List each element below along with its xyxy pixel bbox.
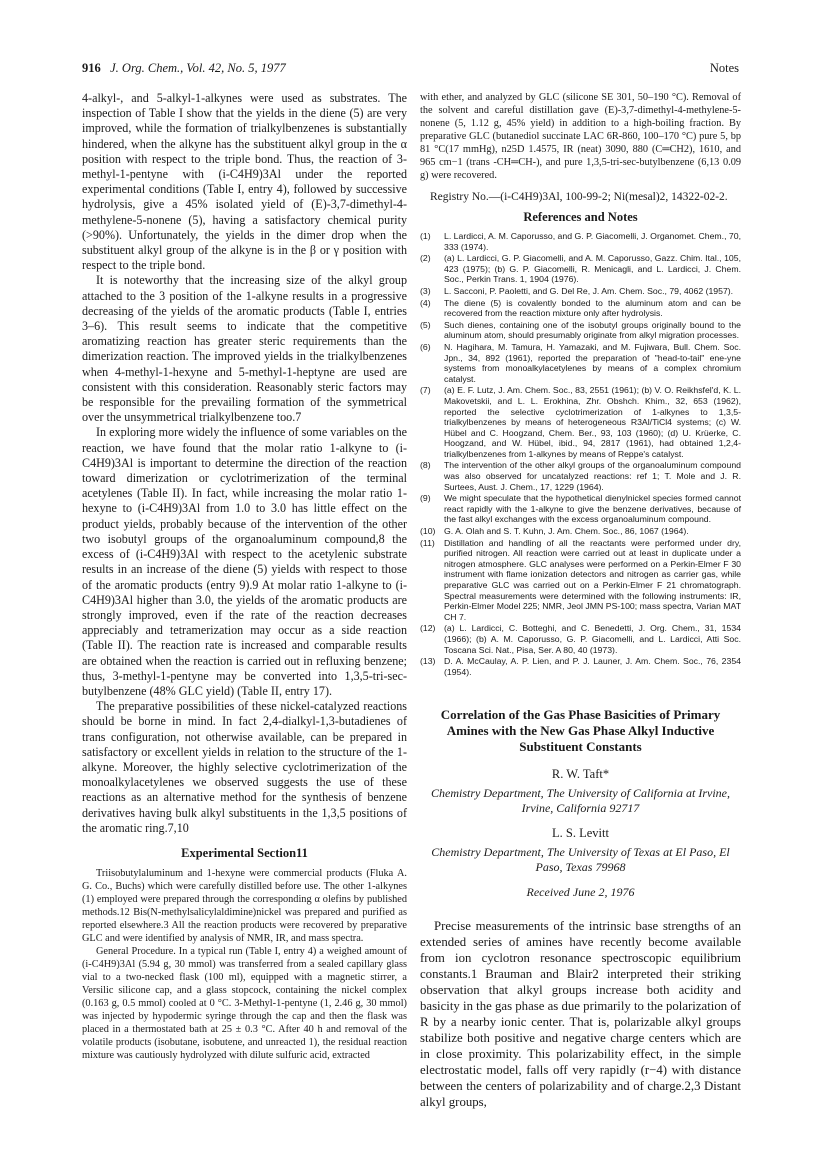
paragraph: 4-alkyl-, and 5-alkyl-1-alkynes were used as substrates. The inspection of Table I show that the yields in the diene (5) are very improved, while the formation of trialkylbenzenes is substantially hindered, when the alkyne has the substituent alkyl group in the α position with respect to the triple bond. Thus, the reaction of 3-methyl-1-pentyne with (i-C4H9)3Al under the reported experimental conditions (Table I, entry 4), followed by successive hydrolysis, give a 45% isolated yield of (E)-3,7-dimethyl-4-methylene-5-nonene (5), having a satisfactory chemical purity (>90%). Unfortunately, the yields in the dimer drop when the substituent alkyl group of the alkyne is in the β or γ position with respect to the triple bond.: [82, 91, 407, 273]
reference-item: (13) D. A. McCaulay, A. P. Lien, and P. J. Launer, J. Am. Chem. Soc., 76, 2354 (1954).: [420, 656, 741, 677]
reference-item: (1) L. Lardicci, A. M. Caporusso, and G. P. Giacomelli, J. Organomet. Chem., 70, 333 (1974).: [420, 231, 741, 252]
author-affiliation: Chemistry Department, The University of Texas at El Paso, El Paso, Texas 79968: [431, 845, 730, 875]
paragraph: General Procedure. In a typical run (Table I, entry 4) a weighed amount of (i-C4H9)3Al (5.94 g, 30 mmol) was transferred from a sealed capillary glass vial to a two-necked flask (100 ml), equipped with a magnetic stirrer, a Versilic silicone cap, and a glass stopcock, containing the nickel complex (0.163 g, 0.5 mmol) cooled at 0 °C. 3-Methyl-1-pentyne (1, 2.46 g, 30 mmol) was injected by hypodermic syringe through the cap and then the flask was placed in a thermostated bath at 25 ± 0.3 °C. After 40 h and removal of the volatile products (isobutane, isobutene, and unreacted 1), the residual reaction mixture was cautiously hydrolyzed with dilute sulfuric acid, extracted: [82, 945, 407, 1061]
reference-item: (11) Distillation and handling of all the reactants were performed under dry, purified nitrogen. All reaction were carried out at least in duplicate under a nitrogen atmosphere. GLC analyses were performed on a Perkin-Elmer F 30 instrument with flame ionization detectors and nitrogen as carrier gas, while preparative GLC was carried out on a Perkin-Elmer F 21 chromatograph. Spectral measurements were determined with the following instruments: IR, Perkin-Elmer Model 225; NMR, Jeol JMN PS-100; mass spectra, Varian MAT CH 7.: [420, 537, 741, 622]
journal-citation: J. Org. Chem., Vol. 42, No. 5, 1977: [110, 61, 286, 75]
paragraph: In exploring more widely the influence of some variables on the reaction, we have found that the molar ratio 1-alkyne to (i-C4H9)3Al is important to determine the direction of the reaction toward dimerization or cyclotrimerization of the terminal acetylenes (Table II). In fact, while increasing the molar ratio 1-hexyne to (i-C4H9)3Al from 1.0 to 3.0 has little effect on the product yields, probably because of the intervention of the other two isobutyl groups of the organoaluminum compound,8 the excess of (i-C4H9)3Al with respect to the acetylenic substrate results in an increase of the diene (5) yields with respect to those of the aromatic products (entry 9).9 At molar ratio 1-alkyne to (i-C4H9)3Al higher than 3.0, the yields of the aromatic products are strongly improved, even if the rate of the reaction decreases appreciably and tetramerization may occur as a side reaction (Table II). The reaction rate is increased and comparable results are obtained when the reaction is carried out in refluxing benzene; thus, 3-methyl-1-pentyne may be converted into 1,3,5-tri-sec-butylbenzene (48% GLC yield) (Table II, entry 17).: [82, 425, 407, 698]
right-column: [420, 91, 741, 1110]
left-column: [82, 91, 407, 1062]
reference-item: (2) (a) L. Lardicci, G. P. Giacomelli, and A. M. Caporusso, Gazz. Chim. Ital., 105, 423 (1975); (b) G. P. Giacomelli, R. Menicagli, and L. Lardicci, J. Chem. Soc., Perkin Trans. 1, 1904 (1976).: [420, 253, 741, 285]
paragraph: Triisobutylaluminum and 1-hexyne were commercial products (Fluka A. G. Co., Buchs) which were carefully distilled before use. The other 1-alkynes (1) employed were prepared through the corresponding α olefins by published methods.12 Bis(N-methylsalicylaldimine)nickel was prepared and purified as reported elsewhere.3 All the reaction products were recovered by preparative GLC and were identified by analysis of NMR, IR, and mass spectra.: [82, 867, 407, 944]
reference-item: (6) N. Hagihara, M. Tamura, H. Yamazaki, and M. Fujiwara, Bull. Chem. Soc. Jpn., 34, 892 (1961), reported the preparation of "head-to-tail" ene-yne systems from monoalkylacetylenes by means of a complex chromium catalyst.: [420, 341, 741, 384]
reference-item: (4) The diene (5) is covalently bonded to the aluminum atom and can be recovered from the reaction mixture only after hydrolysis.: [420, 297, 741, 319]
reference-item: (3) L. Sacconi, P. Paoletti, and G. Del Re, J. Am. Chem. Soc., 79, 4062 (1957).: [420, 285, 734, 296]
article-block: [420, 707, 741, 1110]
page-number: 916: [82, 61, 101, 75]
article-title: Correlation of the Gas Phase Basicities of Primary Amines with the New Gas Phase Alkyl Inductive Substituent Constants: [440, 707, 721, 755]
paragraph: with ether, and analyzed by GLC (silicone SE 301, 50–190 °C). Removal of the solvent and careful distillation gave (E)-3,7-dimethyl-4-methylene-5-nonene (5, 1.12 g, 45% yield) in addition to a high-boiling fraction. By preparative GLC (butanediol succinate LAC 6R-860, 100–170 °C) pure 5, bp 81 °C(17 mmHg), n25D 1.4575, IR (neat) 3090, 880 (C═CH2), 1610, and 965 cm−1 (trans -CH═CH-), and pure 1,3,5-tri-sec-butylbenzene (6,13 0.09 g) were recovered.: [420, 92, 741, 181]
reference-item: (8) The intervention of the other alkyl groups of the organoaluminum compound was also observed for uncatalyzed reactions: ref 1; T. Mole and J. R. Surtees, Aust. J. Chem., 17, 1229 (1964).: [420, 460, 741, 492]
reference-item: (12) (a) L. Lardicci, C. Botteghi, and C. Benedetti, J. Org. Chem., 31, 1534 (1966); (b) A. M. Caporusso, G. P. Giacomelli, and L. Lardicci, Atti Soc. Toscana Sci. Nat., Pisa, Ser. A 80, 40 (1973).: [420, 623, 741, 655]
reference-item: (9) We might speculate that the hypothetical dienylnickel species formed cannot react rapidly with the 1-alkyne to give the benzene derivatives, because of the fast alkyl exchanges with the excess organoaluminum compound.: [420, 493, 741, 525]
reference-item: (10) G. A. Olah and S. T. Kuhn, J. Am. Chem. Soc., 86, 1067 (1964).: [420, 526, 689, 537]
reference-list: [420, 231, 741, 677]
author-name: R. W. Taft*: [551, 767, 610, 782]
received-date: Received June 2, 1976: [526, 885, 635, 900]
running-header: [82, 61, 739, 77]
registry-numbers: Registry No.—(i-C4H9)3Al, 100-99-2; Ni(mesal)2, 14322-02-2.: [430, 191, 728, 203]
reference-item: (7) (a) E. F. Lutz, J. Am. Chem. Soc., 83, 2551 (1961); (b) V. O. Reikhsfel'd, K. L. Makovetskii, and L. L. Erokhina, Zhr. Obshch. Khim., 32, 653 (1962), reported the selective cyclotrimerization of 1-alkynes to 1,3,5-trialkylbenzenes by means of heterogeneous R3Al/TiCl4 systems; (c) W. Hübel and C. Hoogzand, Chem. Ber., 93, 103 (1960); (d) U. Krüerke, C. Hoogzand, and W. Hübel, ibid., 94, 2817 (1961), had obtained 1,2,4-trialkylbenzenes from 1-alkynes by means of Reppe's catalyst.: [420, 385, 741, 459]
reference-item: (5) Such dienes, containing one of the isobutyl groups originally bound to the aluminum atom, should presumably originate from alkyl migration processes.: [420, 319, 741, 341]
author-affiliation: Chemistry Department, The University of California at Irvine, Irvine, California 92717: [431, 786, 730, 816]
author-name: L. S. Levitt: [552, 826, 609, 841]
section-heading: Experimental Section11: [181, 845, 308, 860]
paragraph: The preparative possibilities of these nickel-catalyzed reactions should be borne in mind. In fact 2,4-dialkyl-1,3-butadienes of trans configuration, not otherwise available, can be prepared in satisfactory or excellent yields in relation to the structure of the 1-alkyne. Moreover, the highly selective cyclotrimerization of the monoalkylacetylenes we observed suggests the use of these reactions as an alternative method for the synthesis of benzene derivatives having bulk alkyl substituents in the 1,3,5 positions of the aromatic ring.7,10: [82, 699, 407, 835]
section-label: Notes: [709, 61, 739, 75]
paragraph: It is noteworthy that the increasing size of the alkyl group attached to the 3 position of the 1-alkyne results in a progressive decreasing of the yields of the aromatic products (Table I, entries 3–6). This result seems to indicate that the competitive aromatizing reaction has greater steric requirements than the dimerization reaction. The improved yields in the trialkylbenzenes when 4-methyl-1-hexyne and 5-methyl-1-heptyne are used are consistent with this consideration. Reasonably steric factors may be responsible for the prevailing formation of the symmetrical over the unsymmetrical trialkylbenzene too.7: [82, 273, 407, 425]
article-body: Precise measurements of the intrinsic base strengths of an extended series of amines have recently become available from ion cyclotron resonance spectroscopic equilibrium constants.1 Brauman and Blair2 interpreted their striking observation that alkyl groups increase both acidity and basicity in the gas phase as due primarily to the polarization of R by a nearby ionic center. That is, polarizable alkyl groups stabilize both positive and negative charge centers which are in close proximity. This polarizability effect, in the simple electrostatic model, falls off very rapidly (r−4) with distance between the centers of polarizability and of charge.2,3 Distant alkyl groups,: [420, 919, 741, 1110]
references-heading: References and Notes: [523, 210, 638, 224]
